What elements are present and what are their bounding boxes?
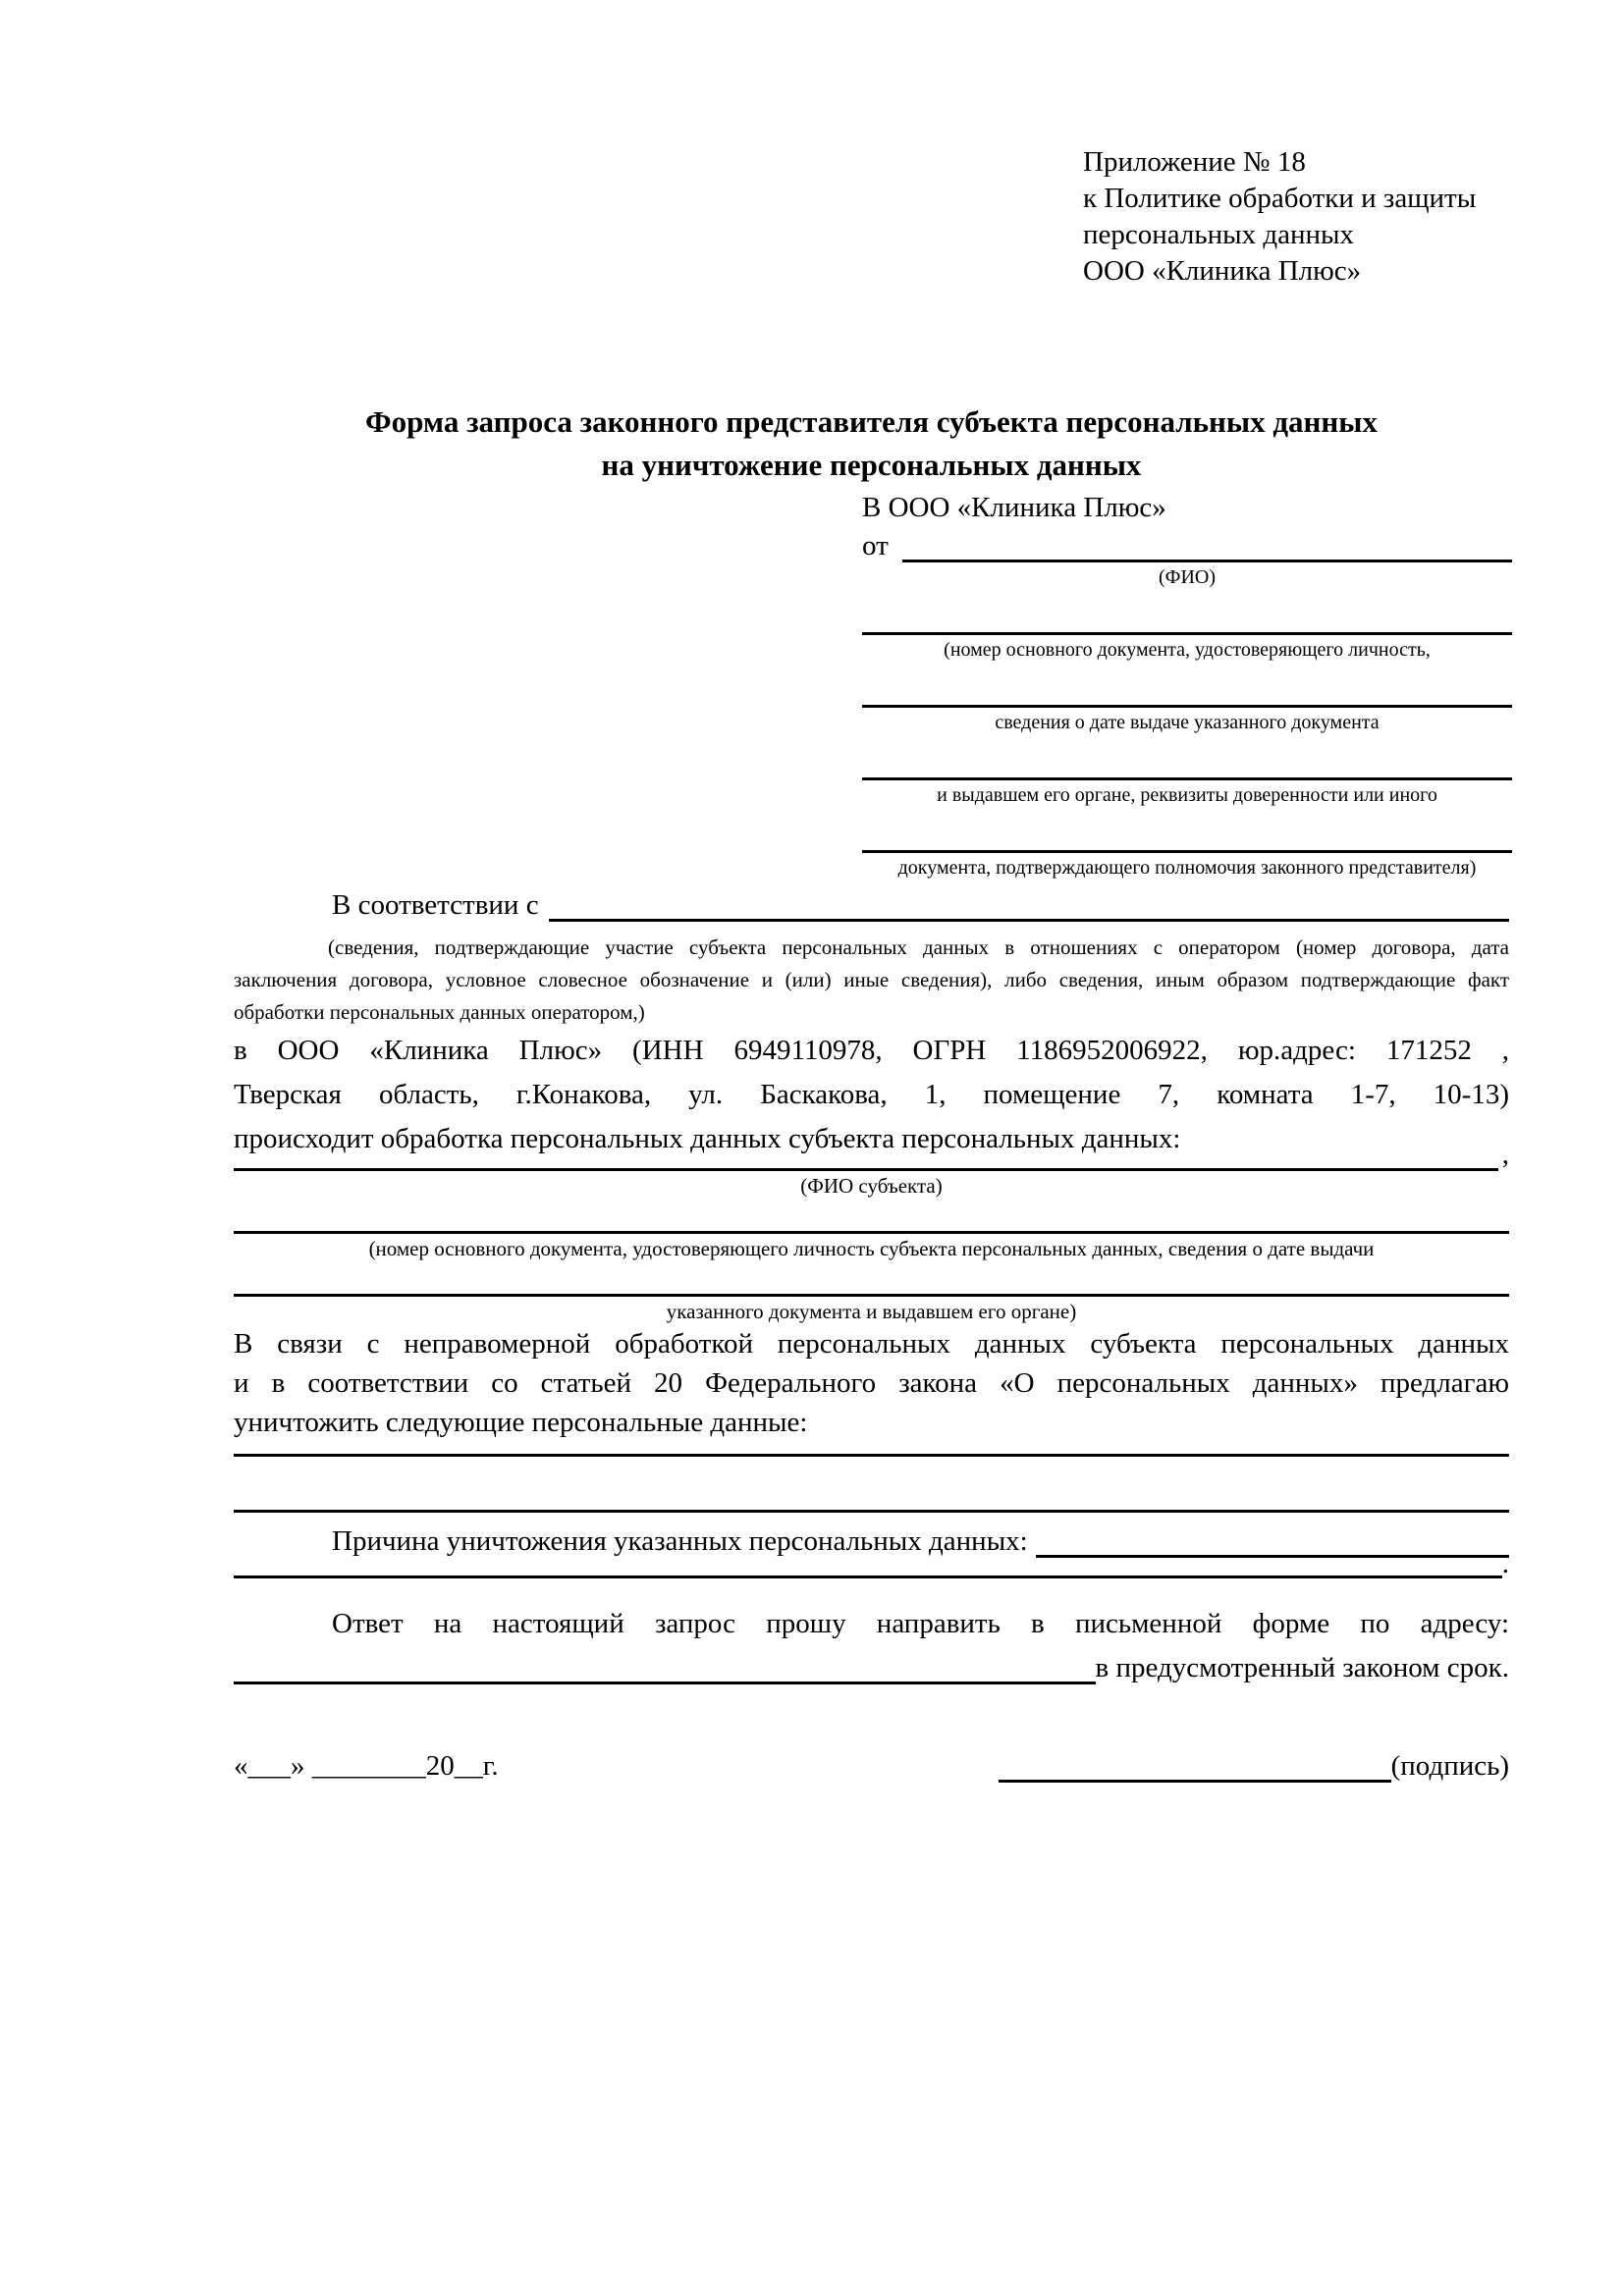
representative-doc-caption-2: сведения о дате выдаче указанного документа [995,712,1380,733]
accordance-caption-line: заключения договора, условное словесное обозначение и (или) иные сведения), либо сведения, иным образом подтверждающие факт [234,968,1509,991]
from-label: от [862,530,889,561]
data-to-destroy-field-1[interactable] [234,1442,1509,1457]
appendix-line: персональных данных [1083,219,1355,250]
representative-doc-field-1[interactable] [862,590,1512,635]
subject-doc-caption-1: (номер основного документа, удостоверяющего личность субъекта персональных данных, сведения о дате выдачи [368,1237,1375,1260]
accordance-row [234,886,1509,922]
reason-label: Причина уничтожения указанных персональных данных: [332,1525,1028,1557]
document-title [234,400,1509,487]
subject-fio-field[interactable] [234,1168,1498,1171]
subject-fio-caption: (ФИО субъекта) [800,1174,943,1198]
request-paragraph [234,1324,1509,1442]
subject-fio-row [234,1139,1509,1171]
answer-suffix: в предусмотренный законом срок. [1095,1652,1509,1683]
date-field[interactable]: «___» ________20__г. [234,1750,499,1782]
accordance-caption-line: (сведения, подтверждающие участие субъекта персональных данных в отношениях с оператором (номер договора, дата [328,935,1509,959]
accordance-field[interactable] [549,919,1509,922]
data-to-destroy-field-2[interactable] [234,1457,1509,1513]
footer-row [234,1745,1509,1783]
subject-fio-comma: , [1501,1139,1509,1170]
title-line-2: на уничтожение персональных данных [601,448,1142,482]
request-paragraph-line: и в соответствии со статьей 20 Федерального закона «О персональных данных» предлагаю [234,1367,1509,1399]
request-paragraph-line: уничтожить следующие персональные данные: [234,1407,808,1438]
reason-field-continuation[interactable] [234,1575,1502,1578]
appendix-block [1083,144,1476,290]
signature-group [999,1749,1509,1783]
subject-doc-field-2[interactable] [234,1261,1509,1297]
answer-address-field[interactable] [234,1682,1096,1684]
signature-field[interactable] [999,1780,1391,1783]
operator-paragraph-line: в ООО «Клиника Плюс» (ИНН 6949110978, ОГРН 1186952006922, юр.адрес: 171252 , [234,1035,1509,1066]
appendix-line: к Политике обработки и защиты [1083,183,1477,214]
accordance-caption-line: обработки персональных данных оператором,) [234,1000,645,1024]
reason-period: . [1501,1548,1509,1579]
signature-caption: (подпись) [1390,1750,1509,1782]
title-line-1: Форма запроса законного представителя субъекта персональных данных [365,404,1378,439]
addressee-organization: В ООО «Клиника Плюс» [862,492,1166,523]
reason-field-continuation-row [234,1548,1509,1579]
operator-paragraph-line: Тверская область, г.Конакова, ул. Баскакова, 1, помещение 7, комната 1-7, 10-13) [234,1079,1509,1110]
representative-doc-caption-1: (номер основного документа, удостоверяющего личность, [944,639,1431,661]
operator-paragraph-line: происходит обработка персональных данных субъекта персональных данных: [234,1123,1181,1154]
answer-paragraph: Ответ на настоящий запрос прошу направить в письменной форме по адресу: [332,1608,1509,1639]
representative-doc-field-2[interactable] [862,663,1512,708]
representative-doc-caption-3: и выдавшем его органе, реквизиты доверенности или иного [937,784,1437,806]
request-paragraph-line: В связи с неправомерной обработкой персональных данных субъекта персональных данных [234,1328,1509,1360]
appendix-line: ООО «Клиника Плюс» [1083,255,1362,287]
fio-caption: (ФИО) [1158,566,1216,588]
appendix-line: Приложение № 18 [1083,146,1306,178]
representative-doc-caption-4: документа, подтверждающего полномочия законного представителя) [897,857,1477,879]
representative-doc-field-4[interactable] [862,808,1512,853]
accordance-caption [234,932,1509,1029]
document-body [234,886,1509,1684]
from-row [862,527,1512,562]
subject-doc-caption-2: указанного документа и выдавшем его органе) [666,1300,1077,1323]
representative-fio-field[interactable] [902,560,1512,562]
answer-address-row [234,1647,1509,1684]
operator-paragraph [234,1029,1509,1161]
accordance-label: В соответствии с [332,889,539,921]
reason-row [234,1521,1509,1558]
representative-doc-field-3[interactable] [862,735,1512,780]
subject-doc-field-1[interactable] [234,1199,1509,1234]
addressee-block [862,488,1512,881]
reason-field[interactable] [1036,1555,1509,1558]
